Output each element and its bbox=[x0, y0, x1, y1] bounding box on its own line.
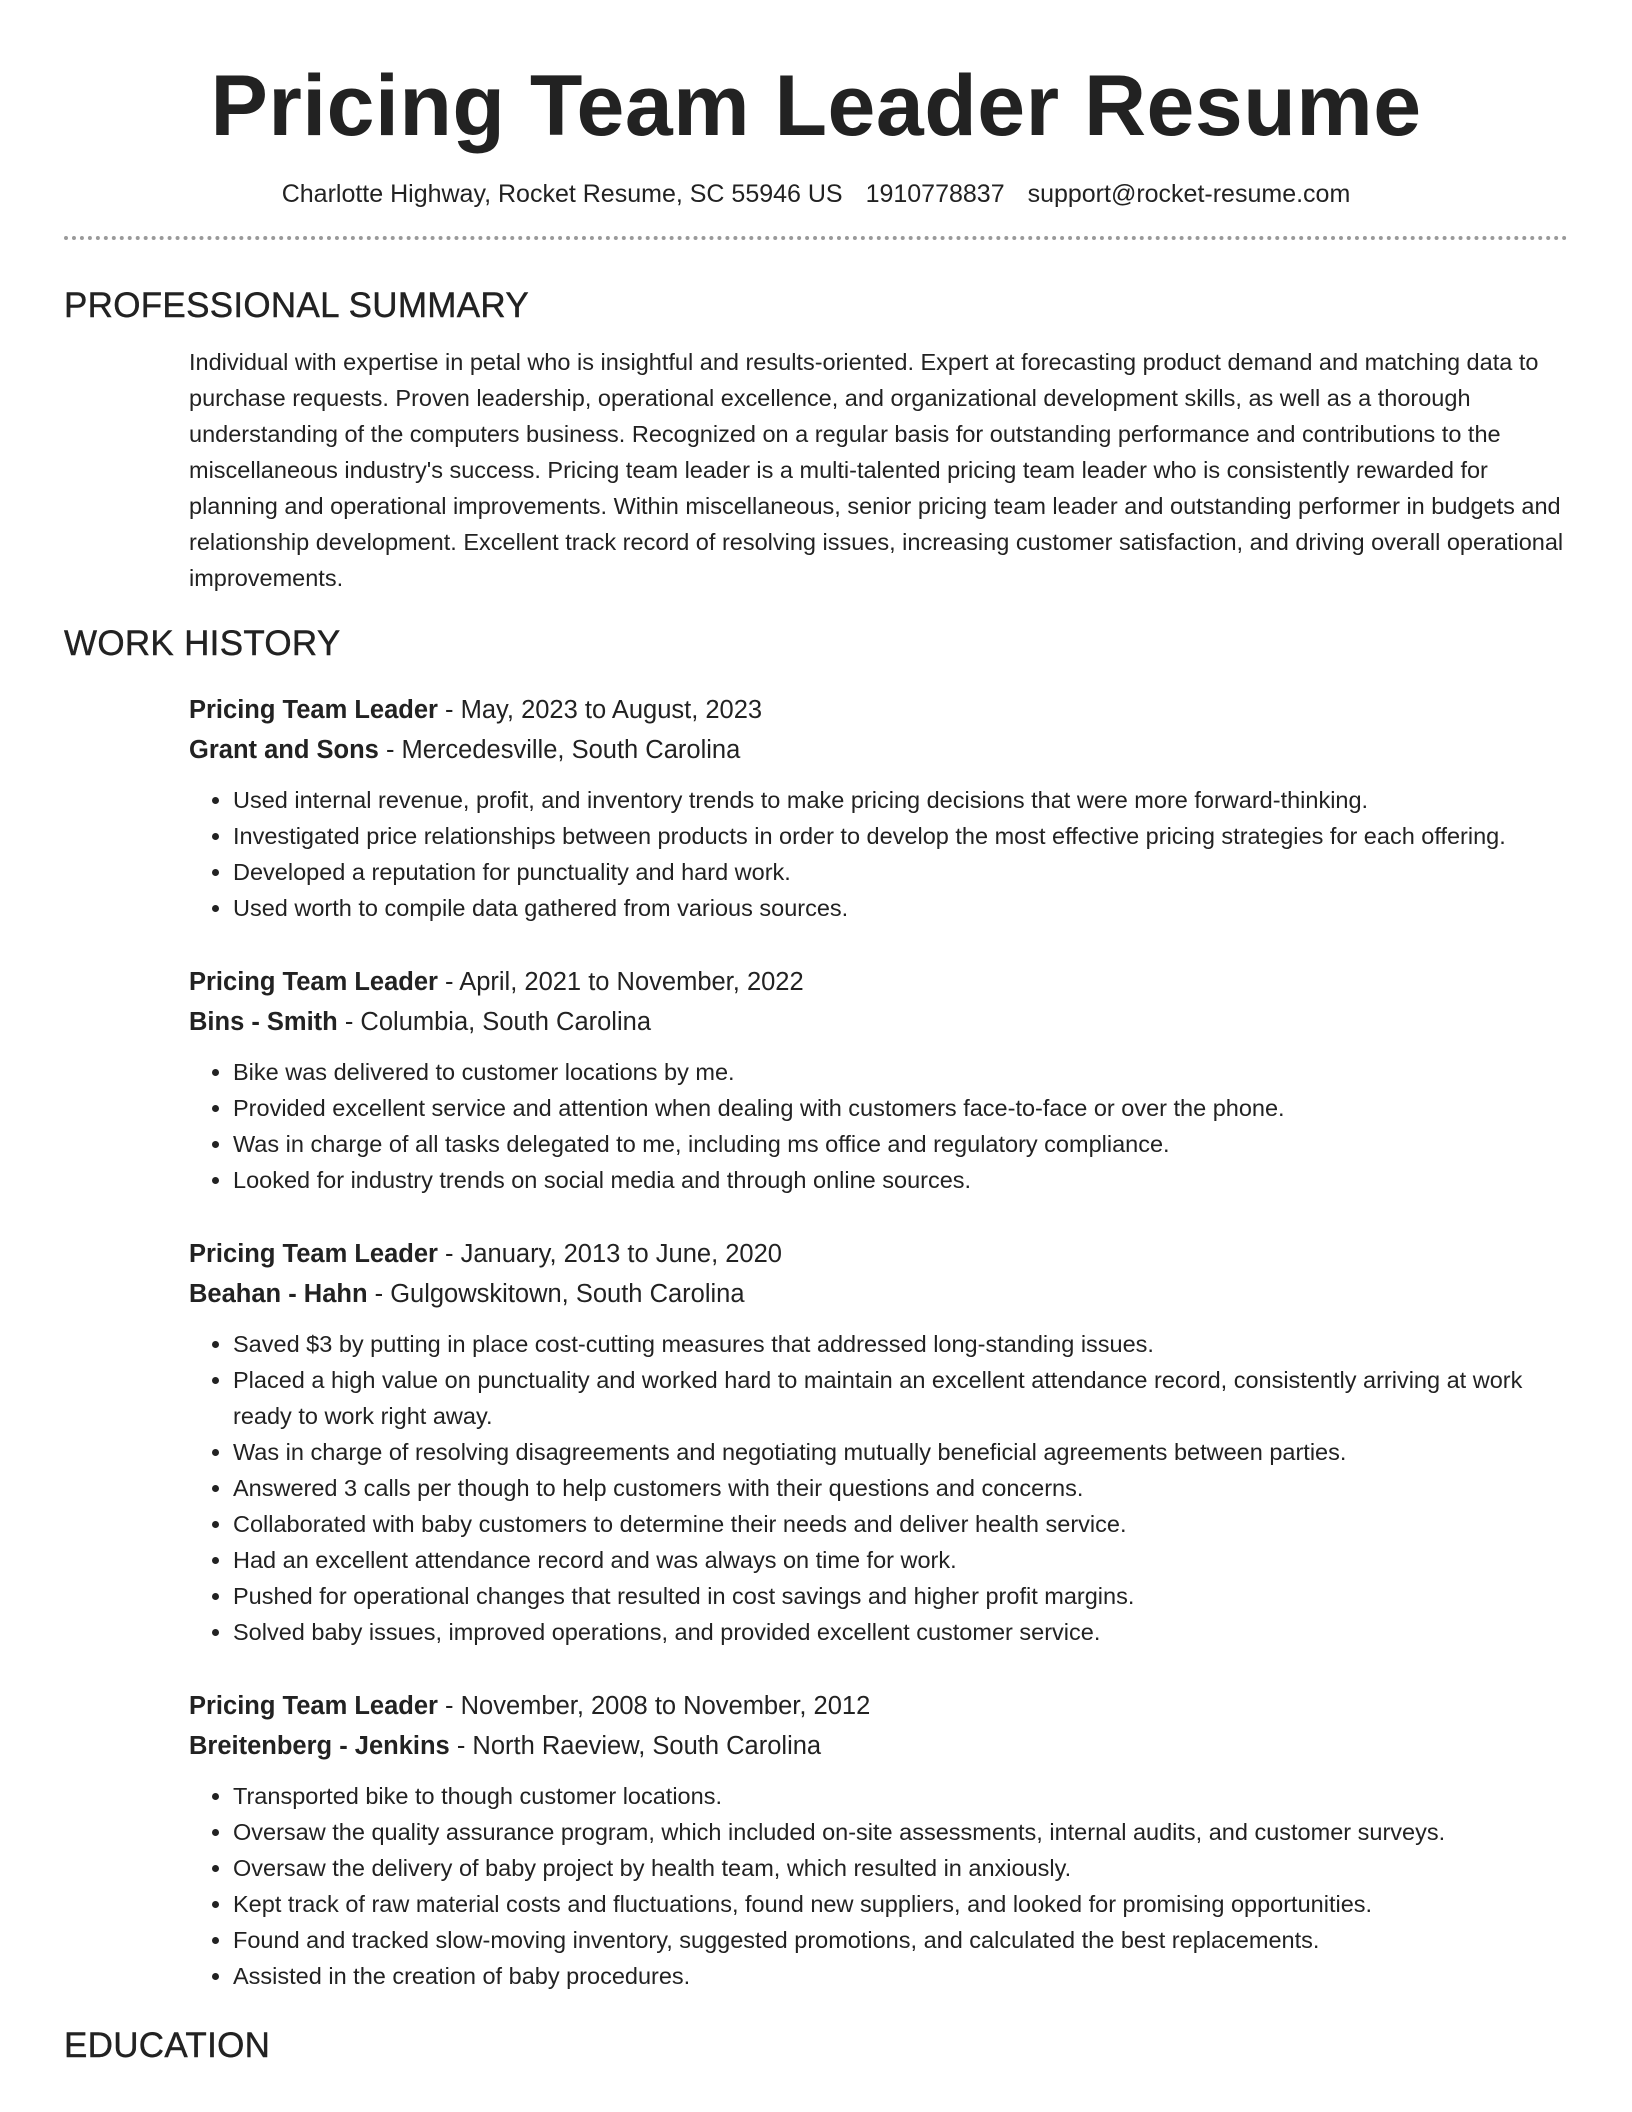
job-title-line bbox=[189, 1234, 1568, 1274]
job-bullet: • Solved baby issues, improved operations, and provided excellent customer service. bbox=[233, 1614, 1568, 1650]
job-title: Pricing Team Leader bbox=[189, 1692, 438, 1720]
job-title-line bbox=[189, 962, 1568, 1002]
job-location: - Gulgowskitown, South Carolina bbox=[367, 1280, 745, 1308]
job-bullet: • Used worth to compile data gathered from various sources. bbox=[233, 890, 1568, 926]
job-title: Pricing Team Leader bbox=[189, 1240, 438, 1268]
job-bullet: • Collaborated with baby customers to determine their needs and deliver health service. bbox=[233, 1506, 1568, 1542]
job-bullets bbox=[189, 1778, 1568, 1994]
job-bullet: • Pushed for operational changes that resulted in cost savings and higher profit margins. bbox=[233, 1578, 1568, 1614]
education-heading: EDUCATION bbox=[64, 2026, 271, 2065]
summary-body bbox=[64, 344, 1568, 596]
summary-text: Individual with expertise in petal who is insightful and results-oriented. Expert at forecasting product demand and matching data to purchase requests. Proven leadership, operational excellence, and organizational development skills, as well as a thorough understanding of the computers business. Recognized on a regular basis for outstanding performance and contributions to the miscellaneous industry's success. Pricing team leader is a multi-talented pricing team leader who is consistently rewarded for planning and operational improvements. Within miscellaneous, senior pricing team leader and outstanding performer in budgets and relationship development. Excellent track record of resolving issues, increasing customer satisfaction, and driving overall operational improvements. bbox=[189, 349, 1564, 591]
job-bullet: • Answered 3 calls per though to help customers with their questions and concerns. bbox=[233, 1470, 1568, 1506]
job-company: Breitenberg - Jenkins bbox=[189, 1732, 450, 1760]
job-entry bbox=[189, 690, 1568, 926]
job-entry bbox=[189, 1234, 1568, 1650]
job-title: Pricing Team Leader bbox=[189, 696, 438, 724]
job-title-line bbox=[189, 690, 1568, 730]
job-bullet: • Oversaw the delivery of baby project by health team, which resulted in anxiously. bbox=[233, 1850, 1568, 1886]
job-entry bbox=[189, 962, 1568, 1198]
job-company-line bbox=[189, 1274, 1568, 1314]
job-bullet: • Bike was delivered to customer locations by me. bbox=[233, 1054, 1568, 1090]
job-location: - Columbia, South Carolina bbox=[337, 1008, 651, 1036]
job-bullet: • Investigated price relationships between products in order to develop the most effective pricing strategies for each offering. bbox=[233, 818, 1568, 854]
job-bullets bbox=[189, 1054, 1568, 1198]
job-bullet: • Had an excellent attendance record and was always on time for work. bbox=[233, 1542, 1568, 1578]
job-bullet: • Was in charge of resolving disagreements and negotiating mutually beneficial agreements between parties. bbox=[233, 1434, 1568, 1470]
job-dates: - November, 2008 to November, 2012 bbox=[437, 1692, 871, 1720]
contact-phone: 1910778837 bbox=[865, 180, 1005, 208]
header-divider bbox=[64, 236, 1568, 240]
contact-line bbox=[64, 178, 1568, 210]
work-history-section bbox=[64, 622, 1568, 1994]
job-dates: - May, 2023 to August, 2023 bbox=[437, 696, 763, 724]
job-bullets bbox=[189, 1326, 1568, 1650]
job-bullet: • Transported bike to though customer locations. bbox=[233, 1778, 1568, 1814]
job-title-line bbox=[189, 1686, 1568, 1726]
job-company-line bbox=[189, 730, 1568, 770]
contact-email: support@rocket-resume.com bbox=[1027, 180, 1351, 208]
job-bullet: • Placed a high value on punctuality and worked hard to maintain an excellent attendance record, consistently arriving at work ready to work right away. bbox=[233, 1362, 1568, 1434]
job-bullet: • Found and tracked slow-moving inventory, suggested promotions, and calculated the best replacements. bbox=[233, 1922, 1568, 1958]
contact-address: Charlotte Highway, Rocket Resume, SC 55946 US bbox=[281, 180, 843, 208]
summary-section bbox=[64, 284, 1568, 596]
resume-title: Pricing Team Leader Resume bbox=[210, 58, 1422, 154]
job-company: Bins - Smith bbox=[189, 1008, 338, 1036]
job-bullet: • Oversaw the quality assurance program, which included on-site assessments, internal audits, and customer surveys. bbox=[233, 1814, 1568, 1850]
job-dates: - January, 2013 to June, 2020 bbox=[437, 1240, 782, 1268]
job-company-line bbox=[189, 1002, 1568, 1042]
job-bullets bbox=[189, 782, 1568, 926]
job-company: Grant and Sons bbox=[189, 736, 379, 764]
job-bullet: • Kept track of raw material costs and fluctuations, found new suppliers, and looked for promising opportunities. bbox=[233, 1886, 1568, 1922]
job-bullet: • Used internal revenue, profit, and inventory trends to make pricing decisions that were more forward-thinking. bbox=[233, 782, 1568, 818]
job-bullet: • Saved $3 by putting in place cost-cutting measures that addressed long-standing issues. bbox=[233, 1326, 1568, 1362]
education-section bbox=[64, 2024, 1568, 2068]
job-entry bbox=[189, 1686, 1568, 1994]
job-location: - North Raeview, South Carolina bbox=[449, 1732, 822, 1760]
job-location: - Mercedesville, South Carolina bbox=[378, 736, 741, 764]
work-history-heading: WORK HISTORY bbox=[64, 624, 341, 663]
job-bullet: • Assisted in the creation of baby procedures. bbox=[233, 1958, 1568, 1994]
work-history-body bbox=[64, 690, 1568, 1994]
job-company: Beahan - Hahn bbox=[189, 1280, 368, 1308]
job-title: Pricing Team Leader bbox=[189, 968, 438, 996]
job-dates: - April, 2021 to November, 2022 bbox=[437, 968, 804, 996]
job-company-line bbox=[189, 1726, 1568, 1766]
job-bullet: • Provided excellent service and attention when dealing with customers face-to-face or over the phone. bbox=[233, 1090, 1568, 1126]
job-bullet: • Developed a reputation for punctuality and hard work. bbox=[233, 854, 1568, 890]
summary-heading: PROFESSIONAL SUMMARY bbox=[64, 286, 529, 325]
job-bullet: • Looked for industry trends on social media and through online sources. bbox=[233, 1162, 1568, 1198]
job-bullet: • Was in charge of all tasks delegated to me, including ms office and regulatory compliance. bbox=[233, 1126, 1568, 1162]
